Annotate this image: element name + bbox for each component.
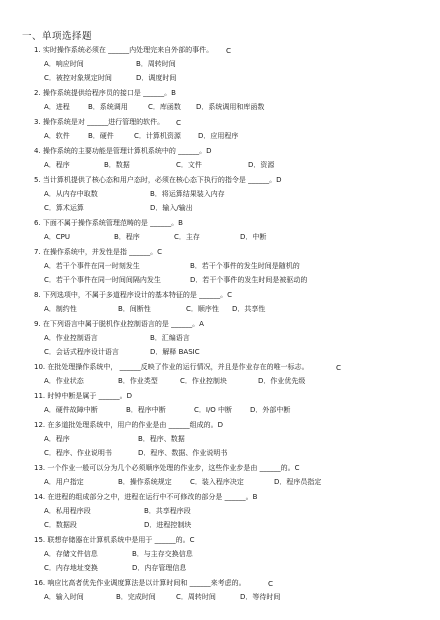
question-8-option-b: B．间断性 [118, 305, 151, 313]
question-13-option-b: B．操作系统规定 [118, 478, 172, 486]
question-7-option-d: D．若干个事件的发生时间是被驱动的 [190, 276, 308, 284]
question-15-option-d: D．内存管理信息 [132, 564, 187, 572]
question-13-option-a: A．用户指定 [44, 478, 84, 486]
question-9-option-a: A．作业控制语言 [44, 334, 98, 342]
question-1-option-c: C．被控对象规定时间 [44, 74, 112, 82]
question-12-option-c: C．程序、作业说明书 [44, 449, 112, 457]
question-5-option-d: D．输入/输出 [150, 204, 193, 212]
question-14-option-c: C．数据段 [44, 521, 77, 529]
question-6-option-a: A．CPU [44, 233, 71, 241]
question-16-option-d: D．等待时间 [240, 593, 281, 601]
question-8-option-c: C．顺序性 [186, 305, 219, 313]
question-4-option-d: D．资源 [248, 161, 275, 169]
question-4-option-c: C．文件 [176, 161, 202, 169]
question-10-option-a: A．作业状态 [44, 377, 84, 385]
question-16-option-a: A．输入时间 [44, 593, 84, 601]
question-15-option-c: C．内存地址变换 [44, 564, 98, 572]
question-6-option-c: C．主存 [174, 233, 200, 241]
question-12-option-b: B．程序、数据 [138, 435, 185, 443]
question-10-stem: 10. 在批处理操作系统中， ______反映了作业的运行情况，并且是作业存在的唯一标志。 [34, 363, 309, 371]
question-8-option-a: A．制约性 [44, 305, 77, 313]
question-13-option-c: C．装入程序决定 [190, 478, 244, 486]
question-5-stem: 5. 当计算机提供了核心态和用户态时，必须在核心态下执行的指令是 ______。D [34, 176, 282, 184]
question-2-option-c: C．库函数 [148, 103, 181, 111]
question-7-stem: 7. 在操作系统中，并发性是指 ______。C [34, 248, 163, 256]
question-12-stem: 12. 在多道批处理系统中，用户的作业是由 ______组成的。D [34, 421, 223, 429]
question-16-option-c: C．周转时间 [176, 593, 216, 601]
question-7-option-c: C．若干个事件在同一时间间隔内发生 [44, 276, 161, 284]
question-9-stem: 9. 在下列语言中属于脱机作业控制语言的是 ______。A [34, 320, 204, 328]
question-2-option-a: A．进程 [44, 103, 70, 111]
question-15-stem: 15. 联想存储器在计算机系统中是用于 ______的。C [34, 536, 195, 544]
question-16-answer: C [268, 579, 274, 588]
question-15-option-a: A．存储文件信息 [44, 550, 98, 558]
question-4-option-b: B．数据 [104, 161, 130, 169]
question-16-stem: 16. 响应比高者优先作业调度算法是以计算时间和 ______来考虑的。 [34, 579, 246, 587]
question-1-option-a: A．响应时间 [44, 60, 84, 68]
question-3-option-c: C．计算机资源 [134, 132, 181, 140]
question-1-option-d: D．调度时间 [136, 74, 177, 82]
question-3-option-a: A．软件 [44, 132, 70, 140]
question-13-stem: 13. 一个作业一般可以分为几个必须顺序处理的作业步，这些作业步是由 ______的。C [34, 464, 300, 472]
question-1-answer: C [226, 46, 232, 55]
question-7-option-a: A．若干个事件在同一时刻发生 [44, 262, 140, 270]
question-14-stem: 14. 在进程的组成部分之中，进程在运行中不可修改的部分是 ______。B [34, 493, 258, 501]
question-11-option-d: D．外部中断 [250, 406, 291, 414]
question-6-option-d: D．中断 [240, 233, 267, 241]
question-3-stem: 3. 操作系统是对 ______进行管理的软件。 [34, 118, 165, 126]
question-10-answer: C [336, 363, 342, 372]
question-6-option-b: B．程序 [114, 233, 140, 241]
question-2-option-d: D．系统调用和库函数 [196, 103, 265, 111]
question-9-option-d: D．解释 BASIC [150, 348, 200, 356]
question-14-option-b: B．共享程序段 [144, 507, 191, 515]
question-8-stem: 8. 下列选项中，不属于多道程序设计的基本特征的是 ______。C [34, 291, 233, 299]
question-1-option-b: B．周转时间 [136, 60, 176, 68]
question-3-option-d: D．应用程序 [198, 132, 239, 140]
question-15-option-b: B．与主存交换信息 [132, 550, 193, 558]
question-2-stem: 2. 操作系统提供给程序员的接口是 ______。B [34, 89, 176, 97]
question-10-option-c: C．作业控制块 [180, 377, 227, 385]
question-16-option-b: B．完成时间 [116, 593, 156, 601]
question-5-option-c: C．算术运算 [44, 204, 84, 212]
question-12-option-a: A．程序 [44, 435, 70, 443]
question-11-option-a: A．硬件故障中断 [44, 406, 98, 414]
question-8-option-d: D．共享性 [232, 305, 266, 313]
question-11-stem: 11. 时钟中断是属于 ______。D [34, 392, 132, 400]
question-11-option-b: B．程序中断 [126, 406, 166, 414]
question-14-option-a: A．私用程序段 [44, 507, 91, 515]
question-10-option-b: B．作业类型 [118, 377, 158, 385]
section-title: 一、单项选择题 [22, 31, 93, 42]
question-2-option-b: B．系统调用 [88, 103, 128, 111]
question-14-option-d: D．进程控制块 [144, 521, 192, 529]
question-4-stem: 4. 操作系统的主要功能是管理计算机系统中的 ______。D [34, 147, 212, 155]
question-11-option-c: C．I/O 中断 [194, 406, 233, 414]
question-9-option-b: B．汇编语言 [150, 334, 190, 342]
question-12-option-d: D．程序、数据、作业说明书 [138, 449, 228, 457]
question-5-option-b: B．将运算结果装入内存 [150, 190, 225, 198]
question-5-option-a: A．从内存中取数 [44, 190, 98, 198]
question-9-option-c: C．会话式程序设计语言 [44, 348, 119, 356]
question-4-option-a: A．程序 [44, 161, 70, 169]
question-6-stem: 6. 下面不属于操作系统管理范畴的是 ______。B [34, 219, 183, 227]
question-10-option-d: D．作业优先级 [258, 377, 306, 385]
question-1-stem: 1. 实时操作系统必须在 ______内处理完来自外部的事件。 [34, 46, 214, 54]
question-13-option-d: D．程序员指定 [274, 478, 322, 486]
question-3-option-b: B．硬件 [88, 132, 114, 140]
question-3-answer: C [176, 118, 182, 127]
question-7-option-b: B．若干个事件的发生时间是随机的 [190, 262, 300, 270]
